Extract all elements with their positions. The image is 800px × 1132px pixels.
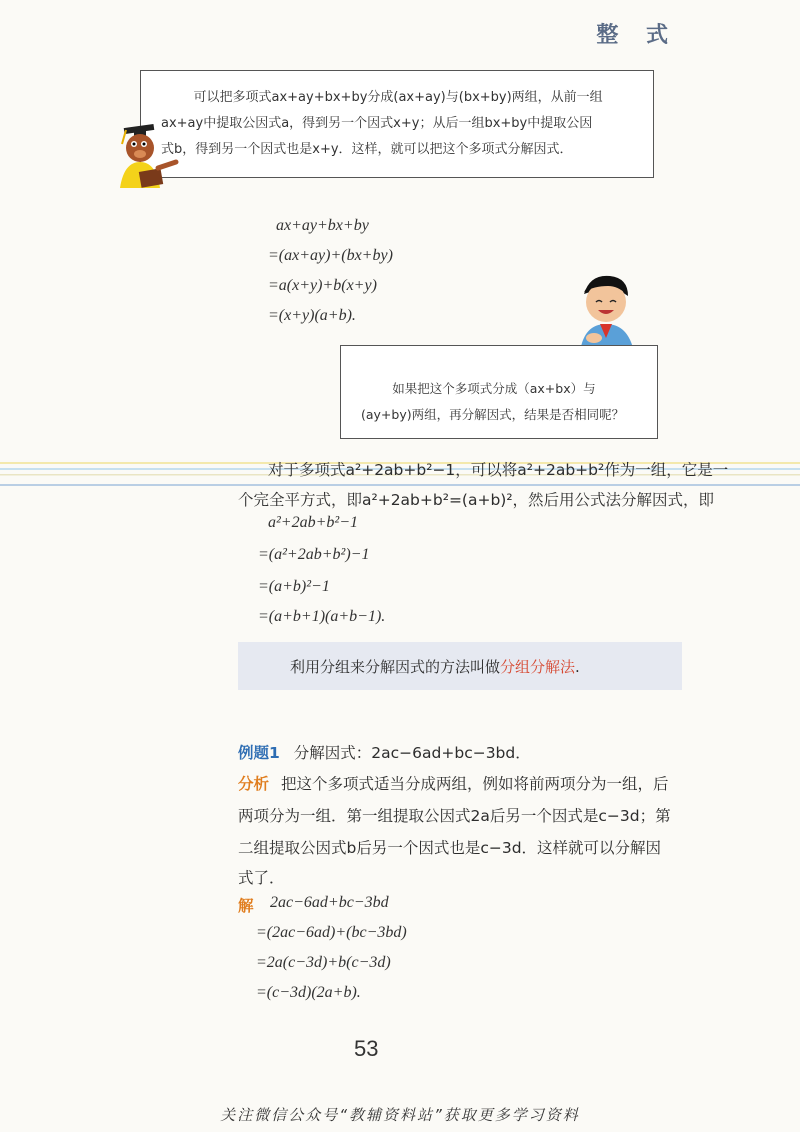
solution-label-text: 解	[238, 897, 254, 915]
student-note-line: 如果把这个多项式分成（ax+bx）与	[392, 381, 596, 396]
example-1-problem-line	[238, 741, 531, 763]
derivation-1-step: =a(x+y)+b(x+y)	[268, 277, 377, 294]
chapter-title: 整 式	[596, 23, 678, 48]
derivation-1-step: ax+ay+bx+by	[276, 217, 369, 234]
definition-box	[238, 642, 682, 690]
solution-step: =2a(c−3d)+b(c−3d)	[256, 954, 391, 971]
teacher-bear-illustration	[110, 112, 190, 192]
solution-step: =(c−3d)(2a+b).	[256, 984, 361, 1001]
teacher-note-line: 可以把多项式ax+ay+bx+by分成(ax+ay)与(bx+by)两组，从前一组	[193, 90, 603, 105]
page-number: 53	[354, 1036, 379, 1061]
derivation-2-step: a²+2ab+b²−1	[268, 514, 358, 531]
derivation-1-step: =(x+y)(a+b).	[268, 307, 356, 324]
analysis-line: 两项分为一组．第一组提取公因式2a后另一个因式是c−3d；第	[238, 807, 671, 825]
paragraph-line: 个完全平方式，即a²+2ab+b²=(a+b)²，然后用公式法分解因式，即	[238, 491, 715, 509]
teacher-note-line: 式b，得到另一个因式也是x+y．这样，就可以把这个多项式分解因式．	[161, 142, 573, 157]
derivation-2-step: =(a+b+1)(a+b−1).	[258, 608, 386, 625]
solution-label	[238, 894, 254, 916]
analysis-line: 二组提取公因式b后另一个因式也是c−3d．这样就可以分解因	[238, 839, 662, 857]
teacher-note-text	[161, 85, 637, 163]
definition-prefix: 利用分组来分解因式的方法叫做	[290, 658, 501, 676]
definition-term: 分组分解法	[500, 658, 576, 676]
student-note-text	[361, 376, 639, 428]
derivation-1-step: =(ax+ay)+(bx+by)	[268, 247, 393, 264]
paragraph-line: 对于多项式a²+2ab+b²−1，可以将a²+2ab+b²作为一组，它是一	[268, 461, 729, 479]
derivation-2-step: =(a²+2ab+b²)−1	[258, 546, 370, 563]
example-label: 例题1	[238, 744, 280, 762]
solution-step: 2ac−6ad+bc−3bd	[270, 894, 389, 911]
analysis-label: 分析	[238, 775, 270, 793]
analysis-text: 把这个多项式适当分成两组，例如将前两项分为一组，后	[281, 775, 669, 793]
footer-note: 关注微信公众号“教辅资料站”获取更多学习资料	[220, 1106, 580, 1124]
student-note-line: (ay+by)两组，再分解因式，结果是否相同呢？	[361, 407, 625, 422]
example-problem: 分解因式：2ac−6ad+bc−3bd．	[293, 744, 531, 762]
teacher-note-box	[140, 70, 654, 178]
definition-suffix: .	[575, 658, 580, 676]
analysis-line: 式了．	[238, 869, 285, 887]
analysis-line	[238, 772, 669, 794]
student-note-box	[340, 345, 658, 439]
solution-step: =(2ac−6ad)+(bc−3bd)	[256, 924, 407, 941]
teacher-note-line: ax+ay中提取公因式a，得到另一个因式x+y；从后一组bx+by中提取公因	[161, 116, 593, 131]
student-boy-illustration	[570, 272, 640, 352]
derivation-2-step: =(a+b)²−1	[258, 578, 330, 595]
definition-text	[290, 656, 580, 677]
